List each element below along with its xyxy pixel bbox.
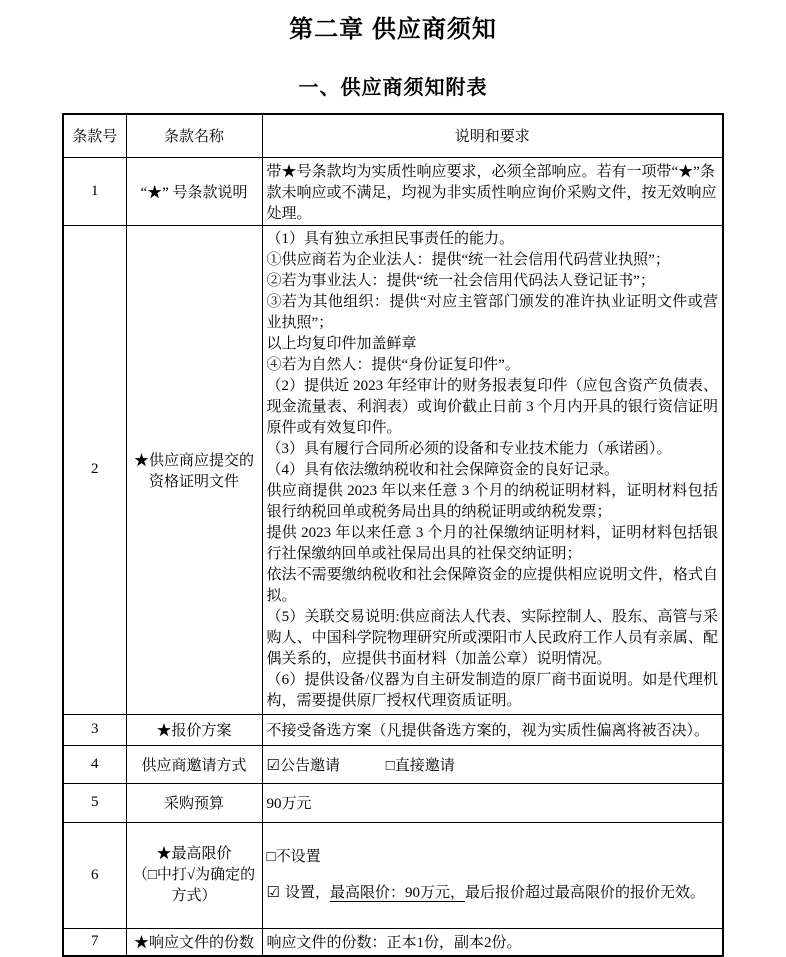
checkbox-unchecked-icon: □ <box>266 849 276 865</box>
clause-name: ★供应商应提交的资格证明文件 <box>126 225 262 714</box>
clause-no: 5 <box>63 783 126 822</box>
table-header-row <box>63 114 723 157</box>
qualification-paragraph: （4）具有依法缴纳税收和社会保障资金的良好记录。 <box>266 461 620 478</box>
clause-no: 4 <box>63 745 126 783</box>
clause-name: ★响应文件的份数 <box>126 928 262 956</box>
clause-no: 1 <box>63 157 126 225</box>
clause-no: 6 <box>63 822 126 928</box>
qualification-paragraph: 供应商提供 2023 年以来任意 3 个月的纳税证明材料，证明材料包括银行纳税回单或税务局出具的纳税证明或纳税发票； <box>266 482 718 520</box>
qualification-paragraph: ②若为事业法人：提供“统一社会信用代码法人登记证书”； <box>266 272 655 289</box>
qualification-paragraph: （6）提供设备/仪器为自主研发制造的原厂商书面说明。如是代理机构，需要提供原厂授权代理资质证明。 <box>266 671 718 709</box>
clause-desc <box>262 745 723 783</box>
option-label: 公告邀请 <box>279 757 340 774</box>
table-row-6 <box>63 822 723 928</box>
option-set-price-limit <box>267 883 719 903</box>
clause-name: 供应商邀请方式 <box>126 745 262 783</box>
table-row-5 <box>63 783 723 822</box>
qualification-paragraph: ③若为其他组织：提供“对应主管部门颁发的准许执业证明文件或营业执照”； <box>266 293 718 331</box>
clause-desc: 90万元 <box>262 783 723 822</box>
clause-name: ★报价方案 <box>126 714 262 745</box>
option-label: 不设置 <box>275 849 321 865</box>
clause-name-line2: （□中打√为确定的方式） <box>132 866 256 904</box>
checkbox-unchecked-icon: □ <box>385 757 395 774</box>
table-row-4 <box>63 745 723 783</box>
header-description: 说明和要求 <box>262 114 723 157</box>
qualification-paragraph: （1）具有独立承担民事责任的能力。 <box>266 230 515 247</box>
qualification-paragraph: 以上均复印件加盖鲜章 <box>266 335 417 352</box>
clause-desc: 响应文件的份数：正本1份，副本2份。 <box>262 928 723 956</box>
clause-desc <box>262 225 723 714</box>
clause-desc <box>262 822 723 928</box>
header-clause-name: 条款名称 <box>126 114 262 157</box>
table-row-1 <box>63 157 723 225</box>
qualification-paragraph: ①供应商若为企业法人：提供“统一社会信用代码营业执照”； <box>266 251 670 268</box>
supplier-notice-table <box>62 113 724 957</box>
clause-no: 2 <box>63 225 126 714</box>
option-label-prefix: 设置， <box>284 885 330 901</box>
qualification-paragraph: （2）提供近 2023 年经审计的财务报表复印件（应包含资产负债表、现金流量表、利润表）或询价截止日前 3 个月内开具的银行资信证明原件或有效复印件。 <box>266 377 718 436</box>
clause-no: 3 <box>63 714 126 745</box>
clause-name: “★” 号条款说明 <box>126 157 262 225</box>
max-price-value: 最高限价：90万元， <box>329 885 465 901</box>
table-row-3 <box>63 714 723 745</box>
qualification-paragraph: （3）具有履行合同所必须的设备和专业技术能力（承诺函）。 <box>266 440 672 457</box>
option-label-suffix: 最后报价超过最高限价的报价无效。 <box>464 885 705 901</box>
clause-no: 7 <box>63 928 126 956</box>
checkbox-checked-icon: ☑ <box>266 757 280 774</box>
qualification-paragraph: 依法不需要缴纳税收和社会保障资金的应提供相应说明文件，格式自拟。 <box>266 566 718 604</box>
option-public-invitation <box>267 758 340 774</box>
qualification-paragraph: （5）关联交易说明:供应商法人代表、实际控制人、股东、高管与采购人、中国科学院物理研究所或溧阳市人民政府工作人员有亲属、配偶关系的，应提供书面材料（加盖公章）说明情况。 <box>266 608 718 667</box>
clause-name <box>126 822 262 928</box>
option-no-price-limit <box>267 847 719 867</box>
header-clause-no: 条款号 <box>63 114 126 157</box>
qualification-paragraph: 提供 2023 年以来任意 3 个月的社保缴纳证明材料，证明材料包括银行社保缴纳回单或社保局出具的社保交纳证明； <box>266 524 718 562</box>
option-direct-invitation <box>386 758 455 774</box>
checkbox-checked-icon: ☑ <box>266 885 280 901</box>
qualification-paragraph: ④若为自然人：提供“身份证复印件”。 <box>266 356 520 373</box>
clause-name: 采购预算 <box>126 783 262 822</box>
table-row-2 <box>63 225 723 714</box>
clause-desc: 带★号条款均为实质性响应要求，必须全部响应。若有一项带“★”条款未响应或不满足，均视为非实质性响应询价采购文件，按无效响应处理。 <box>262 157 723 225</box>
chapter-title: 第二章 供应商须知 <box>289 16 497 43</box>
table-row-7 <box>63 928 723 956</box>
section-title: 一、供应商须知附表 <box>298 77 488 99</box>
clause-name-line1: ★最高限价 <box>156 845 232 862</box>
clause-desc: 不接受备选方案（凡提供备选方案的，视为实质性偏离将被否决）。 <box>262 714 723 745</box>
option-label: 直接邀请 <box>394 757 455 774</box>
